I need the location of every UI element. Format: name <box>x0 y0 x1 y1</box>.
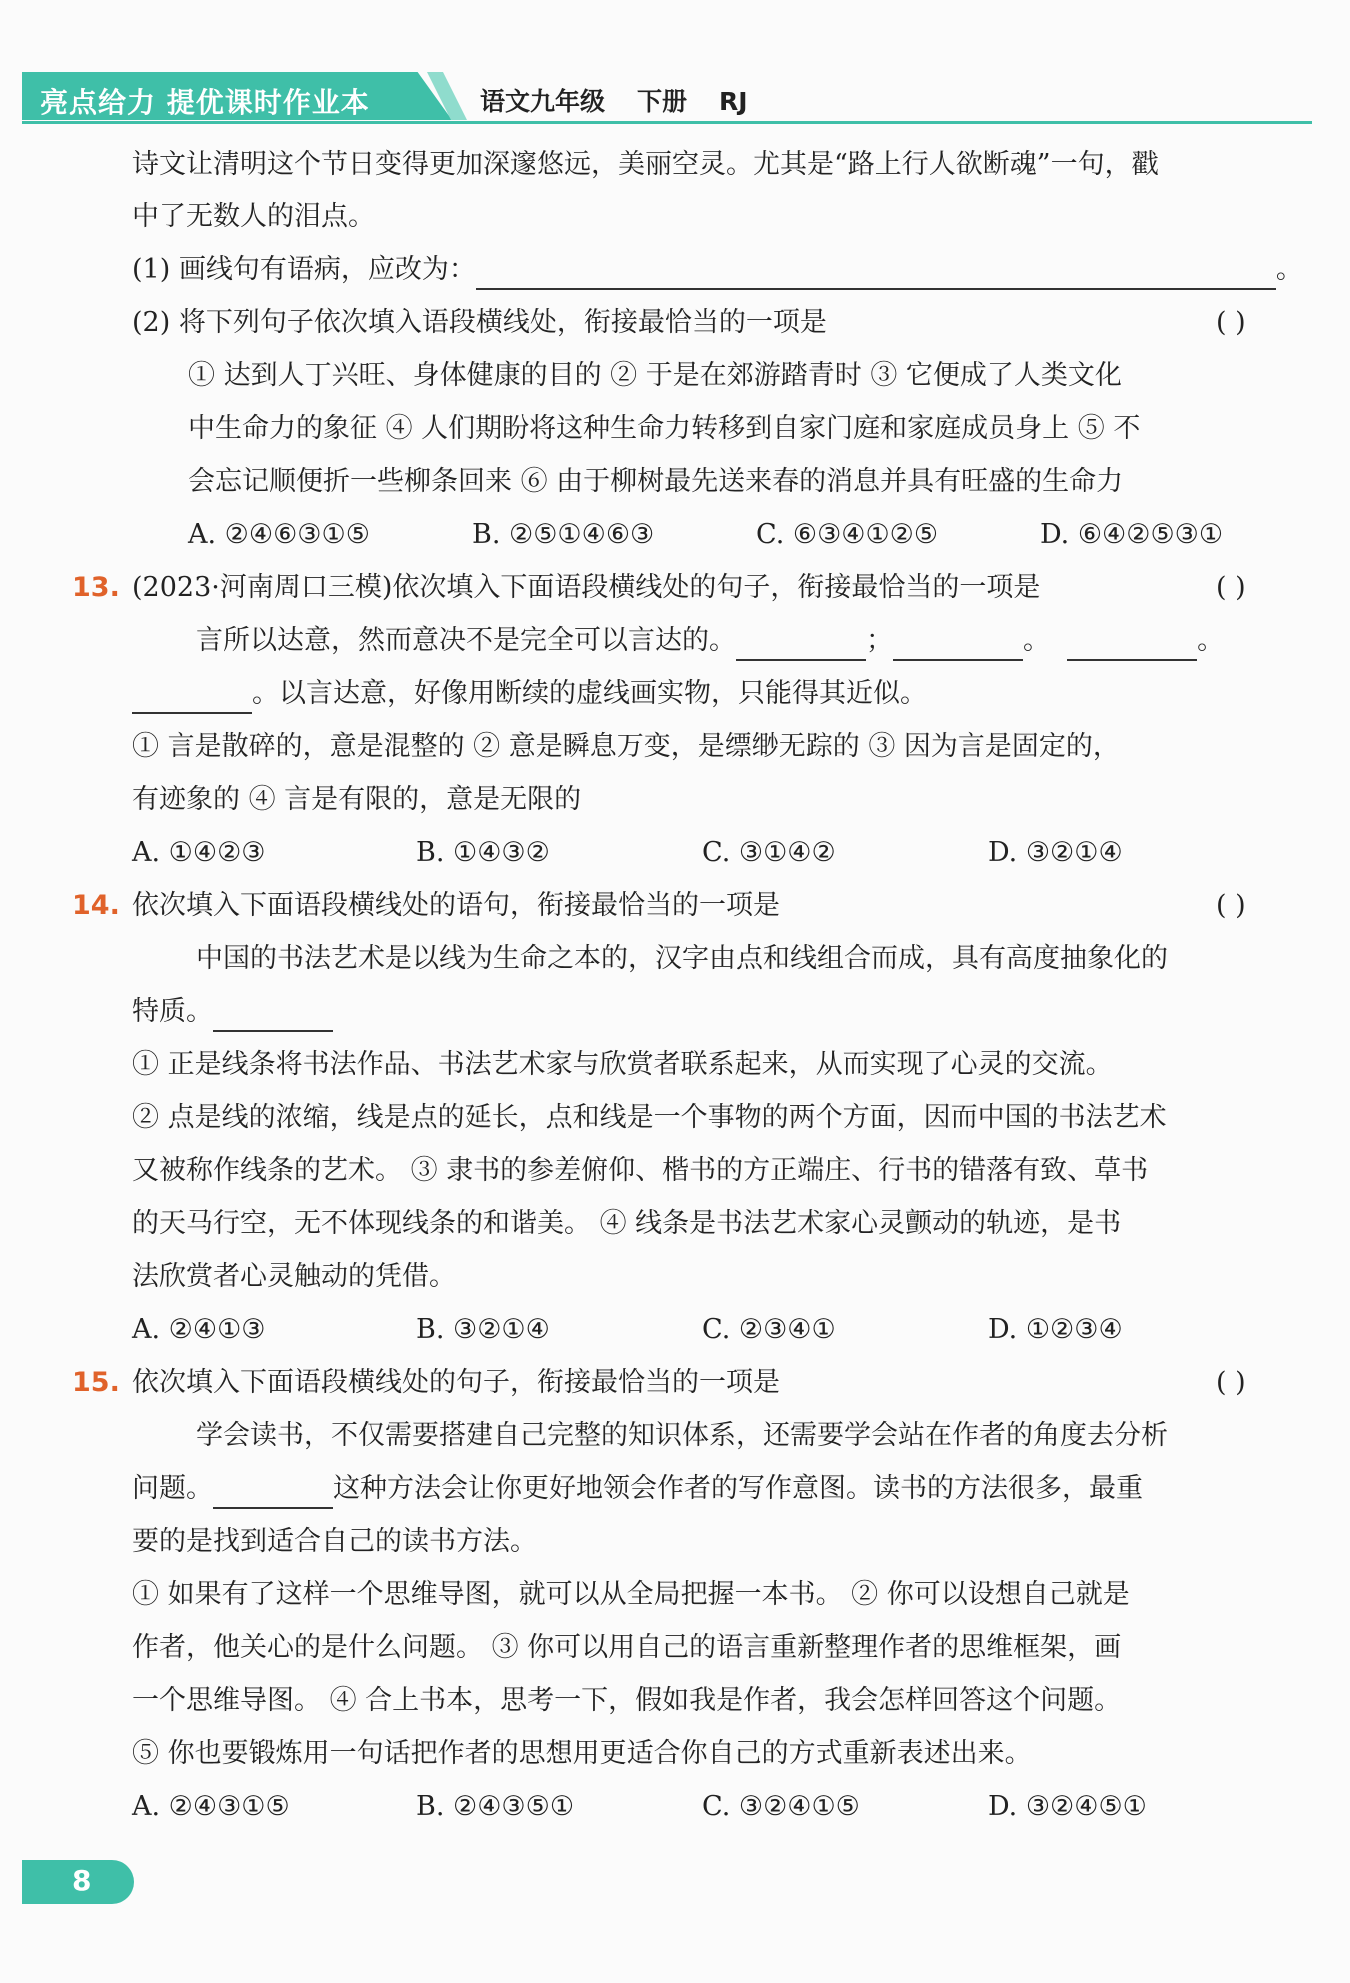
q15-blank[interactable] <box>213 1477 333 1509</box>
q14-items-line-1: ① 正是线条将书法作品、书法艺术家与欣赏者联系起来，从而实现了心灵的交流。 <box>132 1049 1113 1080</box>
q13-blank-2[interactable] <box>893 629 1023 661</box>
q12-sub2: (2) 将下列句子依次填入语段横线处，衔接最恰当的一项是 <box>132 307 827 338</box>
q15-option-b[interactable]: B. ②④③⑤① <box>416 1791 575 1822</box>
edition-label: RJ <box>719 87 748 116</box>
volume-label: 下册 <box>637 87 688 116</box>
q13-answer-paren[interactable]: ( ) <box>1216 572 1246 603</box>
q15-option-c[interactable]: C. ③②④①⑤ <box>702 1791 860 1822</box>
q14-stem: 依次填入下面语段横线处的语句，衔接最恰当的一项是 <box>132 890 780 921</box>
book-subtitle <box>480 82 780 118</box>
q15-option-d[interactable]: D. ③②④⑤① <box>988 1791 1147 1822</box>
q14-answer-paren[interactable]: ( ) <box>1216 890 1246 921</box>
q14-blank[interactable] <box>213 1000 333 1032</box>
q14-passage-line-1: 中国的书法艺术是以线为生命之本的，汉字由点和线组合而成，具有高度抽象化的 <box>196 943 1168 974</box>
q14-items-line-4: 的天马行空，无不体现线条的和谐美。 ④ 线条是书法艺术家心灵颤动的轨迹，是书 <box>132 1208 1122 1239</box>
q12-passage-line-2: 中了无数人的泪点。 <box>132 201 375 232</box>
q12-option-a[interactable]: A. ②④⑥③①⑤ <box>188 519 370 550</box>
q13-blank-1[interactable] <box>736 629 866 661</box>
q13-sep-2: 。 <box>1023 625 1050 656</box>
q14-passage-text-2: 特质。 <box>132 996 213 1027</box>
q15-items-line-4: ⑤ 你也要锻炼用一句话把作者的思想用更适合你自己的方式重新表述出来。 <box>132 1738 1032 1769</box>
q14-items-line-5: 法欣赏者心灵触动的凭借。 <box>132 1261 456 1292</box>
q13-passage-line-1 <box>196 621 1350 661</box>
q15-option-a[interactable]: A. ②④③①⑤ <box>132 1791 290 1822</box>
q14-items-line-2: ② 点是线的浓缩，线是点的延长，点和线是一个事物的两个方面，因而中国的书法艺术 <box>132 1102 1167 1133</box>
q13-blank-4[interactable] <box>132 682 252 714</box>
q15-items-line-1: ① 如果有了这样一个思维导图，就可以从全局把握一本书。 ② 你可以设想自己就是 <box>132 1579 1130 1610</box>
q12-answer-blank[interactable] <box>476 258 1276 290</box>
q15-passage-line-3: 要的是找到适合自己的读书方法。 <box>132 1526 537 1557</box>
q15-passage-line-2 <box>132 1469 1312 1509</box>
q15-passage-text-2b: 这种方法会让你更好地领会作者的写作意图。读书的方法很多，最重 <box>333 1473 1143 1504</box>
q13-sep-1: ； <box>866 625 893 656</box>
q12-items-line-2: 中生命力的象征 ④ 人们期盼将这种生命力转移到自家门庭和家庭成员身上 ⑤ 不 <box>188 413 1141 444</box>
q15-stem: 依次填入下面语段横线处的句子，衔接最恰当的一项是 <box>132 1367 780 1398</box>
q15-items-line-3: 一个思维导图。 ④ 合上书本，思考一下，假如我是作者，我会怎样回答这个问题。 <box>132 1685 1122 1716</box>
page-number-tab <box>22 1860 134 1904</box>
q13-option-d[interactable]: D. ③②①④ <box>988 837 1123 868</box>
q14-option-c[interactable]: C. ②③④① <box>702 1314 836 1345</box>
q13-stem: (2023·河南周口三模)依次填入下面语段横线处的句子，衔接最恰当的一项是 <box>132 572 1041 603</box>
q15-number: 15. <box>72 1367 120 1398</box>
q12-option-b[interactable]: B. ②⑤①④⑥③ <box>472 519 655 550</box>
page-number: 8 <box>72 1864 92 1897</box>
book-title: 亮点给力 提优课时作业本 <box>40 86 370 119</box>
q15-answer-paren[interactable]: ( ) <box>1216 1367 1246 1398</box>
q13-option-c[interactable]: C. ③①④② <box>702 837 836 868</box>
q15-passage-text-2a: 问题。 <box>132 1473 213 1504</box>
q14-items-line-3: 又被称作线条的艺术。 ③ 隶书的参差俯仰、楷书的方正端庄、行书的错落有致、草书 <box>132 1155 1149 1186</box>
q14-passage-line-2 <box>132 992 1312 1032</box>
header-rule <box>22 121 1312 124</box>
q12-passage-line-1: 诗文让清明这个节日变得更加深邃悠远，美丽空灵。尤其是“路上行人欲断魂”一句，戳 <box>132 149 1159 180</box>
q14-option-b[interactable]: B. ③②①④ <box>416 1314 550 1345</box>
q12-option-d[interactable]: D. ⑥④②⑤③① <box>1040 519 1224 550</box>
q13-items-line-1: ① 言是散碎的，意是混整的 ② 意是瞬息万变，是缥缈无踪的 ③ 因为言是固定的， <box>132 731 1120 762</box>
q13-blank-3[interactable] <box>1067 629 1197 661</box>
q12-items-line-1: ① 达到人丁兴旺、身体健康的目的 ② 于是在郊游踏青时 ③ 它便成了人类文化 <box>188 360 1122 391</box>
q15-passage-line-1: 学会读书，不仅需要搭建自己完整的知识体系，还需要学会站在作者的角度去分析 <box>196 1420 1168 1451</box>
q13-sep-3: 。 <box>1197 625 1225 656</box>
q13-option-a[interactable]: A. ①④②③ <box>132 837 266 868</box>
subject-label: 语文九年级 <box>480 87 606 116</box>
q13-option-b[interactable]: B. ①④③② <box>416 837 550 868</box>
q14-option-d[interactable]: D. ①②③④ <box>988 1314 1123 1345</box>
q12-option-c[interactable]: C. ⑥③④①②⑤ <box>756 519 939 550</box>
q12-sub1-end: 。 <box>1275 254 1303 285</box>
q13-passage-text-1: 言所以达意，然而意决不是完全可以言达的。 <box>196 625 736 656</box>
page-header <box>22 72 1312 124</box>
q15-items-line-2: 作者，他关心的是什么问题。 ③ 你可以用自己的语言重新整理作者的思维框架，画 <box>132 1632 1122 1663</box>
q12-answer-paren[interactable]: ( ) <box>1216 307 1246 338</box>
q14-number: 14. <box>72 890 120 921</box>
q13-number: 13. <box>72 572 120 603</box>
q13-passage-text-2: 。以言达意，好像用断续的虚线画实物，只能得其近似。 <box>252 678 927 709</box>
q12-sub1-text: (1) 画线句有语病，应改为： <box>132 254 476 285</box>
q13-items-line-2: 有迹象的 ④ 言是有限的，意是无限的 <box>132 784 582 815</box>
q14-option-a[interactable]: A. ②④①③ <box>132 1314 266 1345</box>
q13-passage-line-2 <box>132 674 1312 714</box>
q12-sub1 <box>132 250 1312 290</box>
q12-items-line-3: 会忘记顺便折一些柳条回来 ⑥ 由于柳树最先送来春的消息并具有旺盛的生命力 <box>188 466 1124 497</box>
